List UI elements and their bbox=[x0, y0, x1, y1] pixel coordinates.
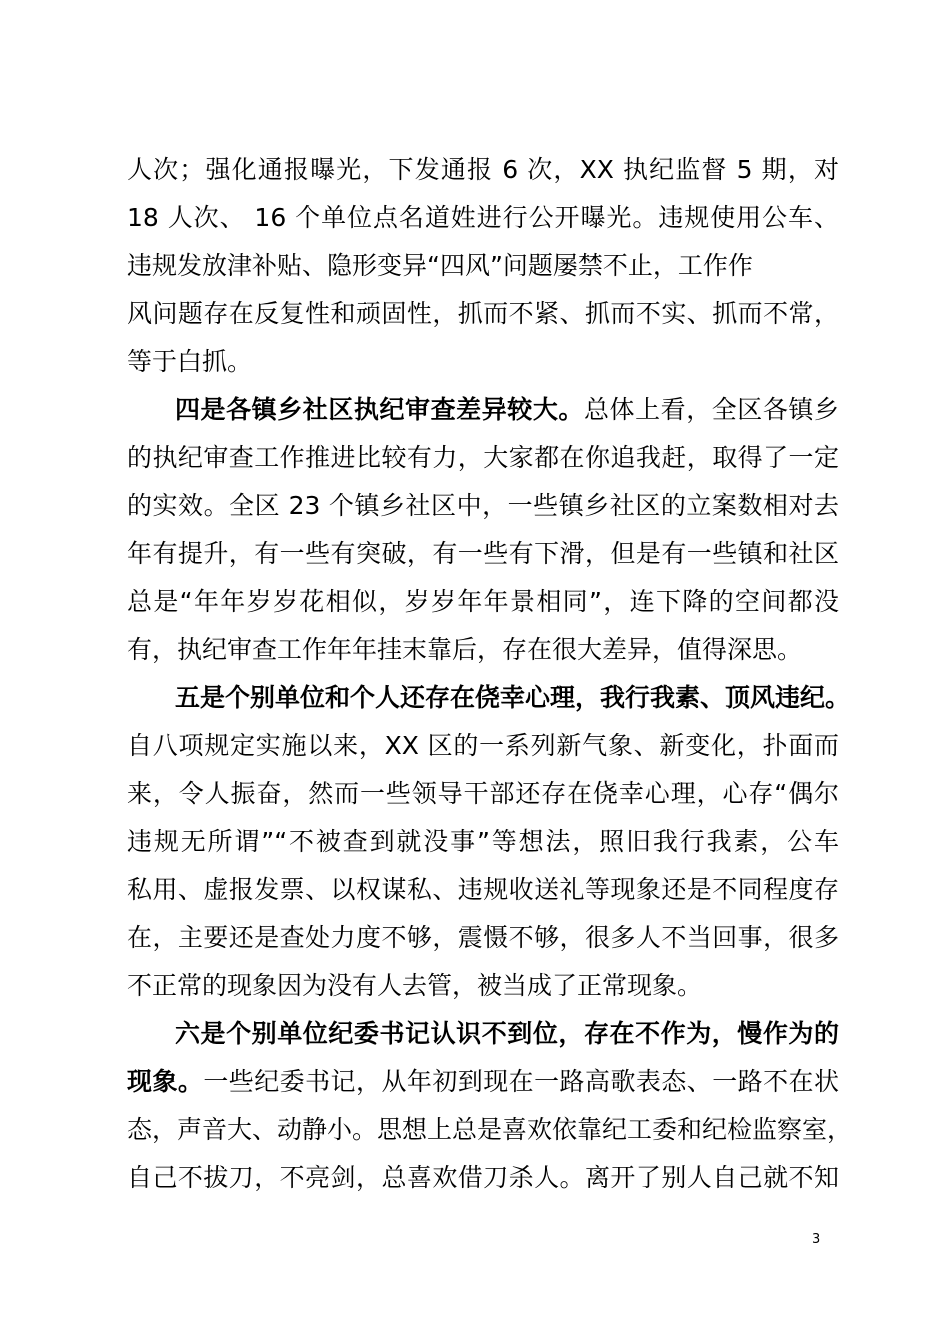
paragraph-heading: 五是个别单位和个人还存在侥幸心理，我行我素、顶风违纪。 bbox=[175, 683, 851, 712]
text-line: 总是“年年岁岁花相似，岁岁年年景相同”，连下降的空间都没 bbox=[127, 587, 839, 616]
text-line: 等于白抓。 bbox=[127, 347, 253, 376]
text-line: 的实效。全区 23 个镇乡社区中，一些镇乡社区的立案数相对去 bbox=[127, 491, 839, 520]
paragraph-2 bbox=[127, 386, 839, 674]
text-segment: 一些纪委书记，从年初到现在一路高歌表态、一路不在状 bbox=[203, 1067, 839, 1096]
text-line: 的执纪审查工作推进比较有力，大家都在你追我赶，取得了一定 bbox=[127, 443, 839, 472]
text-line: 自己不拔刀，不亮剑，总喜欢借刀杀人。离开了别人自己就不知 bbox=[127, 1163, 839, 1192]
text-line: 违规发放津补贴、隐形变异“四风”问题屡禁不止，工作作 bbox=[127, 251, 753, 280]
paragraph-1 bbox=[127, 146, 839, 386]
text-line: 不正常的现象因为没有人去管，被当成了正常现象。 bbox=[127, 971, 703, 1000]
text-line: 态，声音大、动静小。思想上总是喜欢依靠纪工委和纪检监察室， bbox=[127, 1115, 853, 1144]
text-line: 人次；强化通报曝光，下发通报 6 次，XX 执纪监督 5 期，对 bbox=[127, 155, 839, 184]
text-segment: 总体上看，全区各镇乡 bbox=[583, 395, 839, 424]
paragraph-3 bbox=[127, 674, 851, 1010]
page-number: 3 bbox=[812, 1232, 821, 1247]
text-line bbox=[127, 1058, 839, 1106]
text-line: 年有提升，有一些有突破，有一些有下滑，但是有一些镇和社区 bbox=[127, 539, 839, 568]
paragraph-heading-tail: 现象。 bbox=[127, 1067, 204, 1096]
paragraph-heading: 六是个别单位纪委书记认识不到位，存在不作为，慢作为的 bbox=[175, 1019, 839, 1048]
text-line: 私用、虚报发票、以权谋私、违规收送礼等现象还是不同程度存 bbox=[127, 875, 839, 904]
text-line: 来，令人振奋，然而一些领导干部还存在侥幸心理，心存“偶尔 bbox=[127, 779, 839, 808]
paragraph-heading: 四是各镇乡社区执纪审查差异较大。 bbox=[175, 395, 584, 424]
text-line: 风问题存在反复性和顽固性，抓而不紧、抓而不实、抓而不常， bbox=[127, 299, 839, 328]
text-line: 自八项规定实施以来，XX 区的一系列新气象、新变化，扑面而 bbox=[127, 731, 839, 760]
text-line: 有，执纪审查工作年年挂末靠后，存在很大差异，值得深思。 bbox=[127, 635, 803, 664]
text-line: 在，主要还是查处力度不够，震慑不够，很多人不当回事，很多 bbox=[127, 923, 839, 952]
text-line: 18 人次、 16 个单位点名道姓进行公开曝光。违规使用公车、 bbox=[127, 203, 839, 232]
text-line: 违规无所谓”“不被查到就没事”等想法，照旧我行我素，公车 bbox=[127, 827, 839, 856]
text-line bbox=[127, 386, 839, 434]
paragraph-4 bbox=[127, 1010, 853, 1202]
text-line bbox=[127, 674, 851, 722]
